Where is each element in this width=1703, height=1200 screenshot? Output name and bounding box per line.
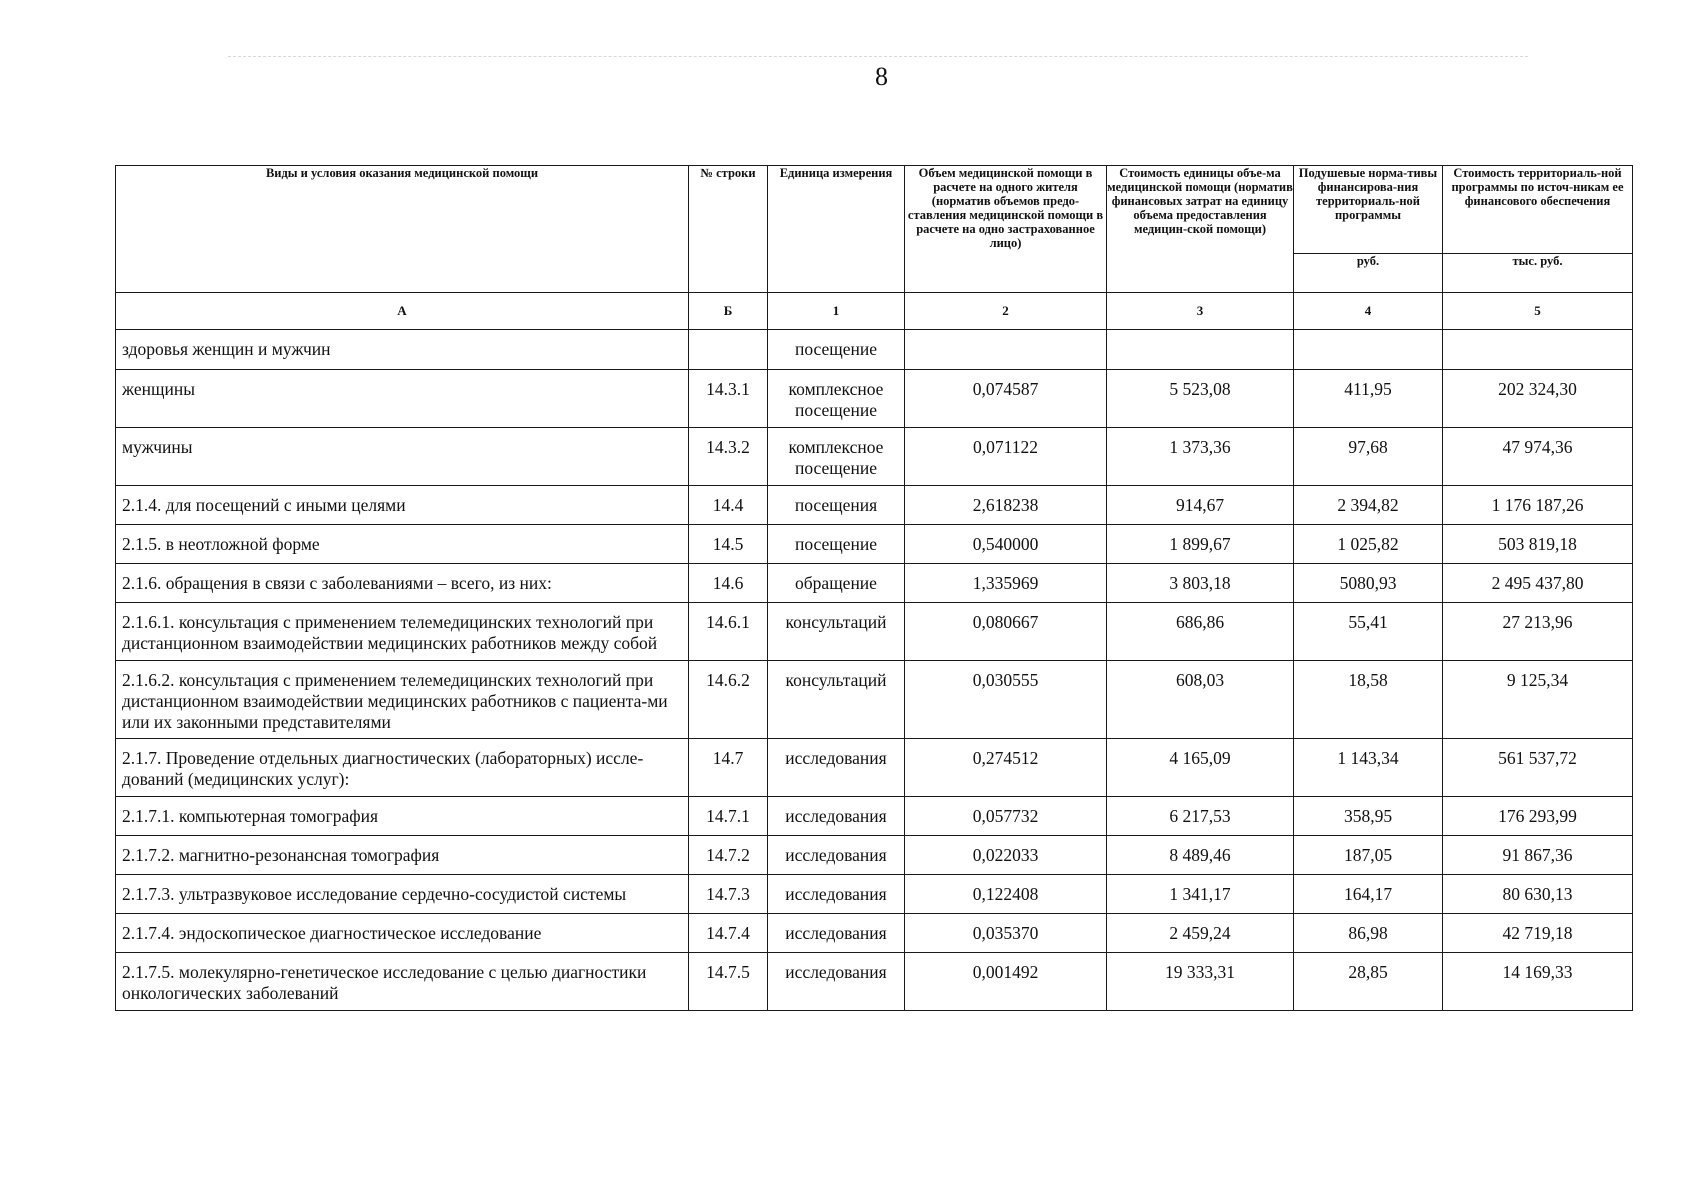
per-capita-cell: 1 025,82 (1294, 525, 1443, 564)
care-type-cell: 2.1.4. для посещений с иными целями (116, 486, 689, 525)
per-capita-cell: 1 143,34 (1294, 739, 1443, 797)
program-cost-cell: 503 819,18 (1443, 525, 1633, 564)
table-row (116, 330, 1633, 370)
care-type-cell: мужчины (116, 428, 689, 486)
unit-cell: комплексное посещение (768, 428, 905, 486)
row-number-cell: 14.7 (689, 739, 768, 797)
scan-artifact-line (228, 56, 1528, 57)
care-type-cell: здоровья женщин и мужчин (116, 330, 689, 370)
unit-cell: исследования (768, 836, 905, 875)
volume-cell: 0,274512 (905, 739, 1107, 797)
unit-cell: посещение (768, 330, 905, 370)
care-type-cell: 2.1.6.1. консультация с применением телемедицинских технологий при дистанционном взаимодействии медицинских работников между собой (116, 603, 689, 661)
care-type-cell: 2.1.7.4. эндоскопическое диагностическое исследование (116, 914, 689, 953)
table-row (116, 661, 1633, 739)
row-number-cell: 14.7.1 (689, 797, 768, 836)
volume-cell: 0,122408 (905, 875, 1107, 914)
header-program-cost: Стоимость территориаль-ной программы по источ-никам ее финансового обеспечения (1443, 166, 1633, 254)
page-number: 8 (875, 62, 888, 91)
unit-cell: исследования (768, 739, 905, 797)
program-cost-cell (1443, 330, 1633, 370)
row-number-cell: 14.7.3 (689, 875, 768, 914)
table-row (116, 603, 1633, 661)
volume-cell (905, 330, 1107, 370)
volume-cell: 1,335969 (905, 564, 1107, 603)
row-number-cell: 14.5 (689, 525, 768, 564)
column-letter: 1 (768, 293, 905, 330)
unit-cost-cell: 3 803,18 (1107, 564, 1294, 603)
unit-cost-cell: 608,03 (1107, 661, 1294, 739)
program-cost-cell: 9 125,34 (1443, 661, 1633, 739)
unit-cell: посещения (768, 486, 905, 525)
per-capita-cell: 411,95 (1294, 370, 1443, 428)
volume-cell: 0,080667 (905, 603, 1107, 661)
program-cost-cell: 202 324,30 (1443, 370, 1633, 428)
unit-cell: посещение (768, 525, 905, 564)
unit-cell: комплексное посещение (768, 370, 905, 428)
program-cost-cell: 14 169,33 (1443, 953, 1633, 1011)
program-cost-cell: 80 630,13 (1443, 875, 1633, 914)
unit-cost-cell (1107, 330, 1294, 370)
volume-cell: 0,030555 (905, 661, 1107, 739)
unit-cell: консультаций (768, 661, 905, 739)
per-capita-cell: 97,68 (1294, 428, 1443, 486)
table-row (116, 875, 1633, 914)
per-capita-cell: 18,58 (1294, 661, 1443, 739)
header-volume: Объем медицинской помощи в расчете на одного жителя (норматив объемов предо-ставления медицинской помощи в расчете на одно застрахованное лицо) (905, 166, 1107, 293)
care-type-cell: 2.1.6. обращения в связи с заболеваниями – всего, из них: (116, 564, 689, 603)
program-cost-cell: 91 867,36 (1443, 836, 1633, 875)
unit-cost-cell: 2 459,24 (1107, 914, 1294, 953)
per-capita-cell: 358,95 (1294, 797, 1443, 836)
table-row (116, 428, 1633, 486)
medical-care-table (115, 165, 1633, 1011)
column-letter: 2 (905, 293, 1107, 330)
unit-cost-cell: 686,86 (1107, 603, 1294, 661)
volume-cell: 2,618238 (905, 486, 1107, 525)
row-number-cell: 14.3.1 (689, 370, 768, 428)
column-letters-row (116, 293, 1633, 330)
per-capita-cell: 86,98 (1294, 914, 1443, 953)
header-per-capita-unit: руб. (1294, 254, 1443, 293)
per-capita-cell: 5080,93 (1294, 564, 1443, 603)
header-program-cost-unit: тыс. руб. (1443, 254, 1633, 293)
header-row (116, 166, 1633, 254)
per-capita-cell: 164,17 (1294, 875, 1443, 914)
column-letter: 3 (1107, 293, 1294, 330)
row-number-cell: 14.6.1 (689, 603, 768, 661)
header-row-number: № строки (689, 166, 768, 293)
care-type-cell: 2.1.7.1. компьютерная томография (116, 797, 689, 836)
program-cost-cell: 47 974,36 (1443, 428, 1633, 486)
table-row (116, 525, 1633, 564)
row-number-cell: 14.7.2 (689, 836, 768, 875)
volume-cell: 0,035370 (905, 914, 1107, 953)
unit-cell: исследования (768, 797, 905, 836)
header-unit-cost: Стоимость единицы объе-ма медицинской помощи (норматив финансовых затрат на единицу объема предоставления медицин-ской помощи) (1107, 166, 1294, 293)
row-number-cell: 14.7.5 (689, 953, 768, 1011)
per-capita-cell: 55,41 (1294, 603, 1443, 661)
unit-cell: исследования (768, 875, 905, 914)
row-number-cell: 14.6.2 (689, 661, 768, 739)
unit-cost-cell: 1 373,36 (1107, 428, 1294, 486)
column-letter: А (116, 293, 689, 330)
program-cost-cell: 176 293,99 (1443, 797, 1633, 836)
volume-cell: 0,001492 (905, 953, 1107, 1011)
unit-cell: исследования (768, 914, 905, 953)
per-capita-cell: 28,85 (1294, 953, 1443, 1011)
program-cost-cell: 1 176 187,26 (1443, 486, 1633, 525)
volume-cell: 0,022033 (905, 836, 1107, 875)
unit-cell: консультаций (768, 603, 905, 661)
care-type-cell: 2.1.7.5. молекулярно-генетическое исследование с целью диагностики онкологических заболеваний (116, 953, 689, 1011)
unit-cost-cell: 5 523,08 (1107, 370, 1294, 428)
column-letter: 5 (1443, 293, 1633, 330)
volume-cell: 0,057732 (905, 797, 1107, 836)
volume-cell: 0,540000 (905, 525, 1107, 564)
care-type-cell: 2.1.5. в неотложной форме (116, 525, 689, 564)
unit-cost-cell: 19 333,31 (1107, 953, 1294, 1011)
program-cost-cell: 27 213,96 (1443, 603, 1633, 661)
column-letter: Б (689, 293, 768, 330)
row-number-cell: 14.7.4 (689, 914, 768, 953)
per-capita-cell (1294, 330, 1443, 370)
volume-cell: 0,074587 (905, 370, 1107, 428)
unit-cost-cell: 1 341,17 (1107, 875, 1294, 914)
row-number-cell: 14.3.2 (689, 428, 768, 486)
header-per-capita: Подушевые норма-тивы финансирова-ния территориаль-ной программы (1294, 166, 1443, 254)
care-type-cell: 2.1.7.3. ультразвуковое исследование сердечно-сосудистой системы (116, 875, 689, 914)
volume-cell: 0,071122 (905, 428, 1107, 486)
table-row (116, 739, 1633, 797)
header-care-type: Виды и условия оказания медицинской помощи (116, 166, 689, 293)
row-number-cell: 14.4 (689, 486, 768, 525)
unit-cell: обращение (768, 564, 905, 603)
unit-cell: исследования (768, 953, 905, 1011)
table-row (116, 564, 1633, 603)
program-cost-cell: 2 495 437,80 (1443, 564, 1633, 603)
program-cost-cell: 561 537,72 (1443, 739, 1633, 797)
per-capita-cell: 187,05 (1294, 836, 1443, 875)
column-letter: 4 (1294, 293, 1443, 330)
table-row (116, 486, 1633, 525)
table-row (116, 914, 1633, 953)
unit-cost-cell: 8 489,46 (1107, 836, 1294, 875)
table-row (116, 370, 1633, 428)
row-number-cell: 14.6 (689, 564, 768, 603)
table-row (116, 836, 1633, 875)
unit-cost-cell: 914,67 (1107, 486, 1294, 525)
table-row (116, 953, 1633, 1011)
unit-cost-cell: 1 899,67 (1107, 525, 1294, 564)
care-type-cell: 2.1.7.2. магнитно-резонансная томография (116, 836, 689, 875)
unit-cost-cell: 6 217,53 (1107, 797, 1294, 836)
table-row (116, 797, 1633, 836)
care-type-cell: женщины (116, 370, 689, 428)
program-cost-cell: 42 719,18 (1443, 914, 1633, 953)
care-type-cell: 2.1.6.2. консультация с применением телемедицинских технологий при дистанционном взаимодействии медицинских работников с пациента-ми или их законными представителями (116, 661, 689, 739)
row-number-cell (689, 330, 768, 370)
per-capita-cell: 2 394,82 (1294, 486, 1443, 525)
care-type-cell: 2.1.7. Проведение отдельных диагностических (лабораторных) иссле-дований (медицинских услуг): (116, 739, 689, 797)
header-unit: Единица измерения (768, 166, 905, 293)
unit-cost-cell: 4 165,09 (1107, 739, 1294, 797)
